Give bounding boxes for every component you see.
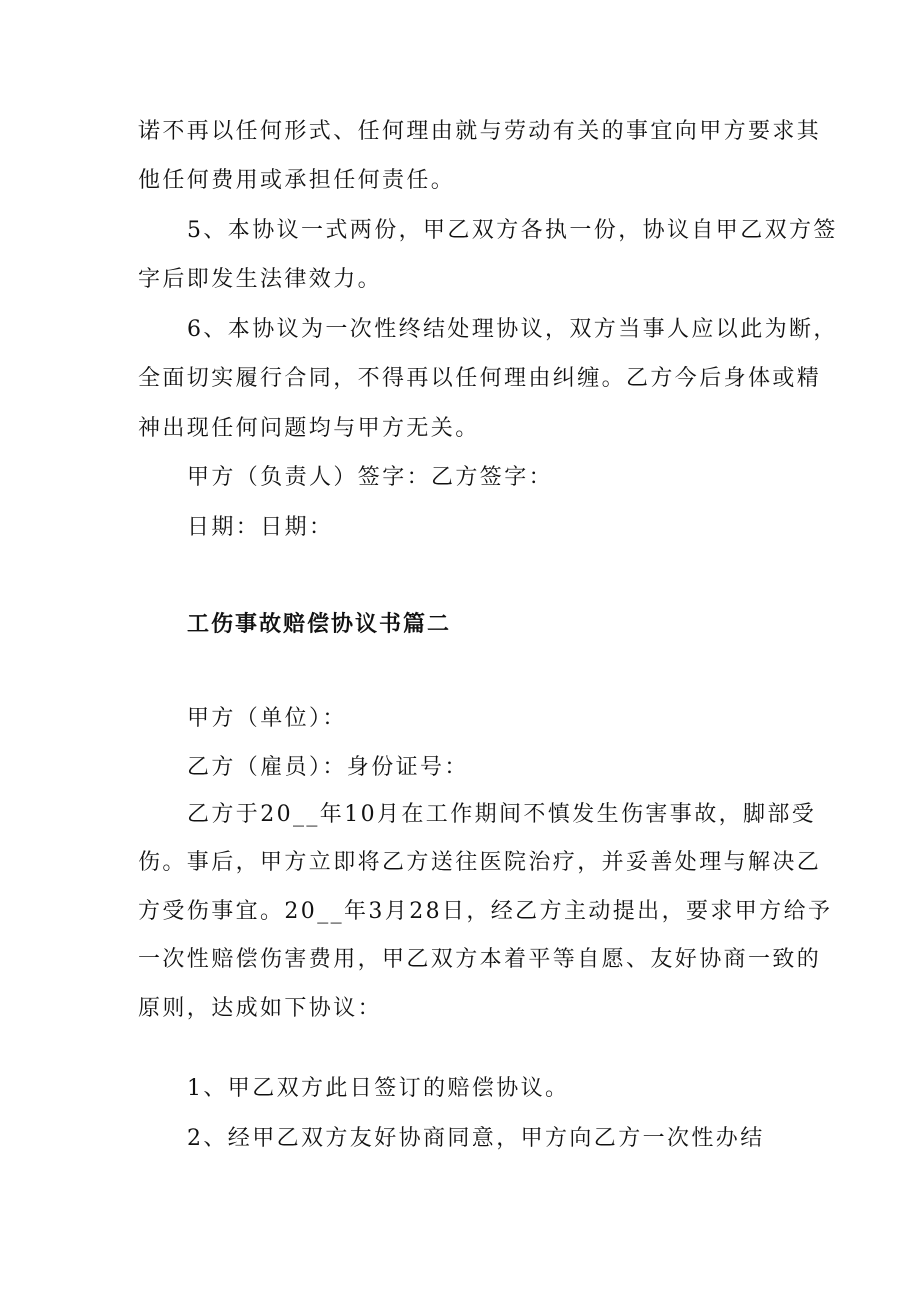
section-title: 工伤事故赔偿协议书篇二: [187, 611, 452, 637]
paragraph-line: 方受伤事宜。20__年3月28日，经乙方主动提出，要求甲方给予: [138, 899, 833, 924]
paragraph-line: 一次性赔偿伤害费用，甲乙双方本着平等自愿、友好协商一致的: [138, 947, 822, 972]
clause-6-line: 6、本协议为一次性终结处理协议，双方当事人应以此为断，: [187, 317, 838, 342]
clause-5-line: 5、本协议一式两份，甲乙双方各执一份，协议自甲乙双方签: [187, 218, 838, 243]
paragraph-line: 全面切实履行合同，不得再以任何理由纠缠。乙方今后身体或精: [138, 366, 822, 391]
paragraph-line: 原则，达成如下协议：: [138, 996, 383, 1021]
paragraph-line: 乙方于20__年10月在工作期间不慎发生伤害事故，脚部受: [187, 802, 817, 827]
paragraph-line: 字后即发生法律效力。: [138, 267, 383, 292]
paragraph-line: 他任何费用或承担任何责任。: [138, 168, 456, 193]
signature-line: 甲方（负责人）签字：乙方签字：: [187, 465, 554, 490]
paragraph-line: 诺不再以任何形式、任何理由就与劳动有关的事宜向甲方要求其: [138, 119, 822, 144]
paragraph-line: 神出现任何问题均与甲方无关。: [138, 416, 480, 441]
party-b-line: 乙方（雇员）：身份证号：: [187, 755, 469, 780]
party-a-line: 甲方（单位）：: [187, 706, 347, 731]
clause-2-line: 2、经甲乙双方友好协商同意，甲方向乙方一次性办结: [187, 1126, 765, 1151]
date-line: 日期：日期：: [187, 515, 334, 540]
clause-1-line: 1、甲乙双方此日签订的赔偿协议。: [187, 1076, 570, 1101]
paragraph-line: 伤。事后，甲方立即将乙方送往医院治疗，并妥善处理与解决乙: [138, 850, 822, 875]
